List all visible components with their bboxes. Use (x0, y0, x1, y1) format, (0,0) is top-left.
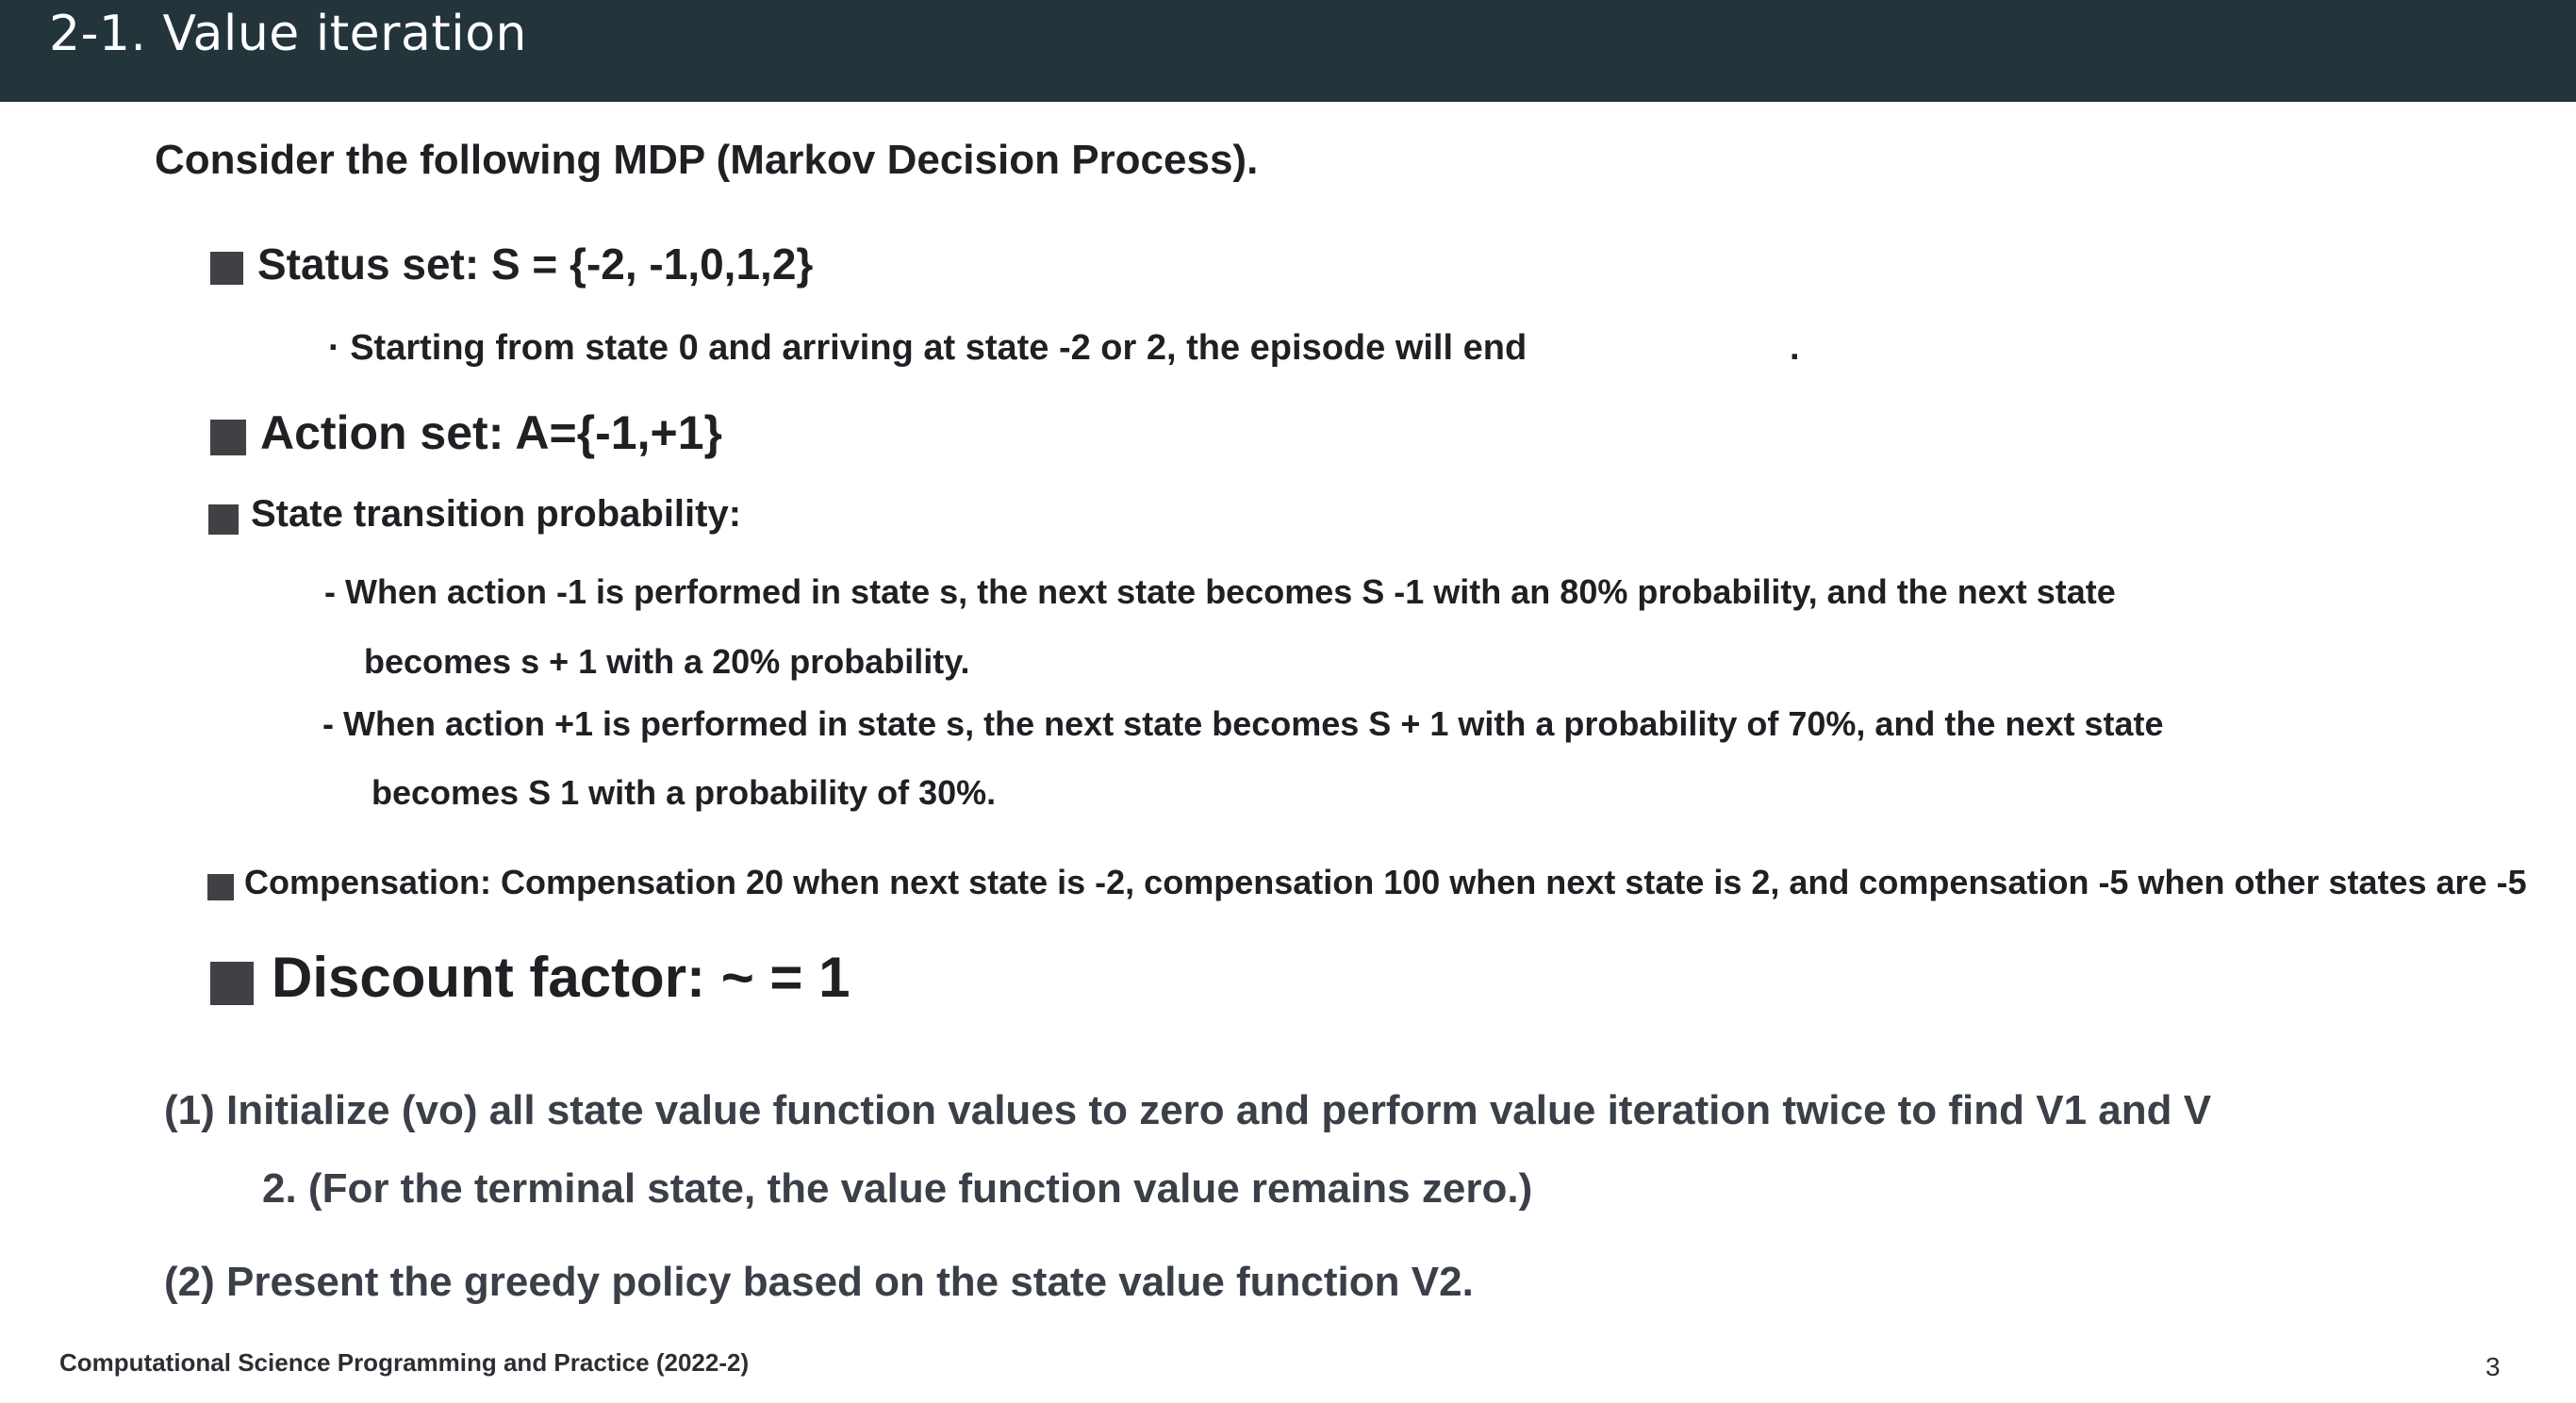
bullet-square-icon (210, 962, 254, 1005)
question-1-continued: 2. (For the terminal state, the value function value remains zero.) (262, 1165, 1533, 1212)
discount-factor-item: Discount factor: ~ = 1 (272, 946, 850, 1009)
page-number: 3 (2485, 1352, 2501, 1381)
transition-line: - When action -1 is performed in state s, the next state becomes S -1 with an 80% probability, and the next state (324, 572, 2116, 611)
transition-line: - When action +1 is performed in state s, the next state becomes S + 1 with a probability of 70%, and the next state (322, 704, 2164, 743)
transition-line: becomes S 1 with a probability of 30%. (372, 773, 997, 812)
title-bar (0, 0, 2576, 102)
status-set-note: · Starting from state 0 and arriving at state -2 or 2, the episode will end (328, 328, 1527, 368)
status-set-item: Status set: S = {-2, -1,0,1,2} (257, 239, 814, 289)
bullet-square-icon (210, 420, 246, 455)
question-1: (1) Initialize (vo) all state value function values to zero and perform value iteration twice to find V1 and V (164, 1087, 2212, 1133)
compensation-item: Compensation: Compensation 20 when next state is -2, compensation 100 when next state is 2, and compensation -5 when other states are -5 (244, 863, 2527, 901)
slide-title: 2-1. Value iteration (49, 6, 527, 62)
transition-heading: State transition probability: (251, 493, 742, 535)
bullet-square-icon (210, 252, 243, 285)
bullet-square-icon (208, 504, 239, 535)
footer-course-name: Computational Science Programming and Practice (2022-2) (59, 1348, 750, 1377)
intro-text: Consider the following MDP (Markov Decision Process). (155, 137, 1259, 183)
bullet-square-icon (207, 874, 234, 900)
transition-line: becomes s + 1 with a 20% probability. (364, 642, 970, 681)
question-2: (2) Present the greedy policy based on the state value function V2. (164, 1259, 1474, 1305)
stray-period: . (1790, 328, 1800, 368)
action-set-item: Action set: A={-1,+1} (260, 406, 722, 459)
